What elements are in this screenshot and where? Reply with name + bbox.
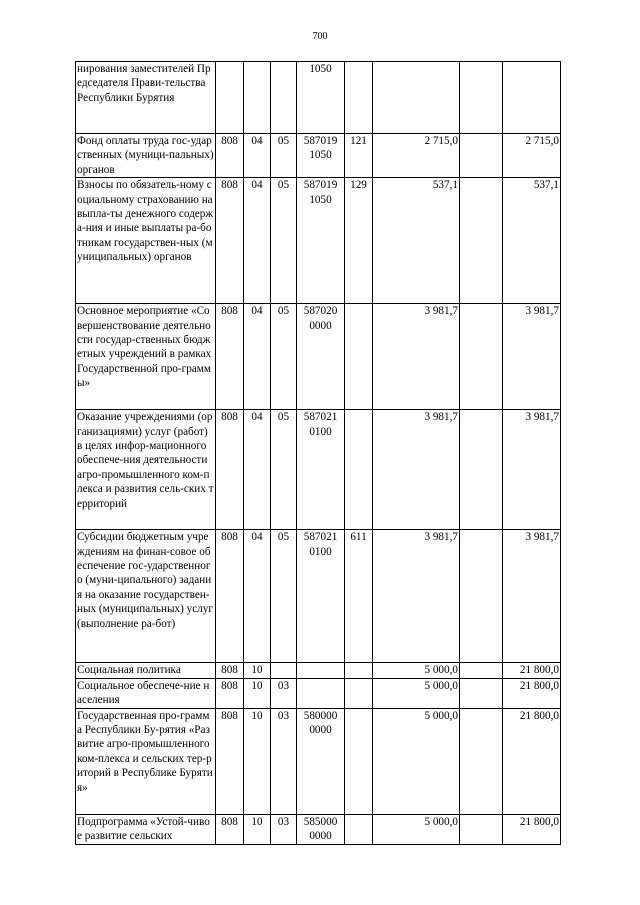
amount-2 [460,530,503,663]
subsection-code: 05 [271,178,297,304]
page-number: 700 [312,31,328,42]
amount-1: 3 981,7 [373,410,460,530]
amount-2 [460,410,503,530]
amount-2 [460,814,503,844]
expense-type-code [345,708,373,814]
subsection-code: 03 [271,814,297,844]
expense-type-code [345,814,373,844]
target-article-code: 580000 0000 [297,708,345,814]
expense-type-code: 129 [345,178,373,304]
amount-2 [460,178,503,304]
table-row [76,663,561,678]
amount-3: 21 800,0 [503,678,561,708]
ministry-code: 808 [216,134,244,178]
amount-3: 3 981,7 [503,530,561,663]
subsection-code: 05 [271,304,297,410]
table-row [76,62,561,134]
amount-2 [460,708,503,814]
ministry-code: 808 [216,304,244,410]
section-code: 10 [244,708,271,814]
amount-3: 21 800,0 [503,708,561,814]
row-name: Социальная политика [76,663,216,678]
amount-3: 3 981,7 [503,304,561,410]
table-row [76,530,561,663]
amount-3: 21 800,0 [503,663,561,678]
amount-2 [460,663,503,678]
expense-type-code [345,663,373,678]
amount-1: 3 981,7 [373,530,460,663]
amount-1: 3 981,7 [373,304,460,410]
subsection-code [271,663,297,678]
subsection-code: 03 [271,678,297,708]
section-code: 04 [244,178,271,304]
target-article-code [297,663,345,678]
amount-1: 5 000,0 [373,678,460,708]
amount-1: 537,1 [373,178,460,304]
table-row [76,178,561,304]
ministry-code [216,62,244,134]
amount-3: 21 800,0 [503,814,561,844]
target-article-code: 585000 0000 [297,814,345,844]
budget-table [75,61,561,845]
ministry-code: 808 [216,663,244,678]
table-row [76,410,561,530]
ministry-code: 808 [216,530,244,663]
expense-type-code [345,410,373,530]
expense-type-code: 121 [345,134,373,178]
section-code: 04 [244,530,271,663]
table-row [76,134,561,178]
ministry-code: 808 [216,178,244,304]
target-article-code [297,678,345,708]
target-article-code: 587020 0000 [297,304,345,410]
row-name: Субсидии бюджетным учреждениям на финан-совое обеспечение гос-ударственного (муни-ципального) задания на оказание государствен-ных (муниципальных) услуг (выполнение ра-бот) [76,530,216,663]
expense-type-code: 611 [345,530,373,663]
row-name: нирования заместителей Председателя Прави-тельства Республики Бурятия [76,62,216,134]
amount-1: 5 000,0 [373,814,460,844]
target-article-code: 587021 0100 [297,530,345,663]
row-name: Основное мероприятие «Совершенствование деятельности государ-ственных бюджетных учреждений в рамках Государственной про-граммы» [76,304,216,410]
ministry-code: 808 [216,410,244,530]
table-row [76,678,561,708]
amount-1: 5 000,0 [373,708,460,814]
subsection-code: 05 [271,410,297,530]
amount-3: 537,1 [503,178,561,304]
ministry-code: 808 [216,708,244,814]
ministry-code: 808 [216,678,244,708]
section-code: 10 [244,663,271,678]
row-name: Оказание учреждениями (организациями) услуг (работ) в целях инфор-мационного обеспече-ния деятельности агро-промышленного ком-плекса и развития сель-ских территорий [76,410,216,530]
amount-3: 2 715,0 [503,134,561,178]
section-code: 10 [244,814,271,844]
table-row [76,708,561,814]
section-code: 04 [244,134,271,178]
table-row [76,304,561,410]
amount-2 [460,678,503,708]
table-row [76,814,561,844]
row-name: Государственная про-грамма Республики Бу-рятия «Развитие агро-промышленного ком-плекса и сельских тер-риторий в Республике Бурятия» [76,708,216,814]
ministry-code: 808 [216,814,244,844]
section-code: 04 [244,304,271,410]
expense-type-code [345,678,373,708]
section-code: 04 [244,410,271,530]
subsection-code: 03 [271,708,297,814]
row-name: Фонд оплаты труда гос-ударственных (муници-пальных) органов [77,135,214,176]
amount-2 [460,62,503,134]
amount-3 [503,62,561,134]
amount-1 [373,62,460,134]
section-code: 10 [244,678,271,708]
subsection-code: 05 [271,530,297,663]
subsection-code [271,62,297,134]
expense-type-code [345,304,373,410]
amount-3: 3 981,7 [503,410,561,530]
subsection-code: 05 [271,134,297,178]
amount-1: 5 000,0 [373,663,460,678]
amount-2 [460,134,503,178]
row-name: Подпрограмма «Устой-чивое развитие сельских [76,814,216,844]
section-code [244,62,271,134]
target-article-code: 587019 1050 [297,178,345,304]
expense-type-code [345,62,373,134]
target-article-code: 587021 0100 [297,410,345,530]
target-article-code: 1050 [297,62,345,134]
amount-2 [460,304,503,410]
amount-1: 2 715,0 [373,134,460,178]
row-name: Взносы по обязатель-ному социальному страхованию на выпла-ты денежного содержа-ния и иные выплаты ра-ботникам государствен-ных (муниципальных) органов [76,178,216,304]
row-name: Социальное обеспече-ние населения [76,678,216,708]
target-article-code: 587019 1050 [297,134,345,178]
